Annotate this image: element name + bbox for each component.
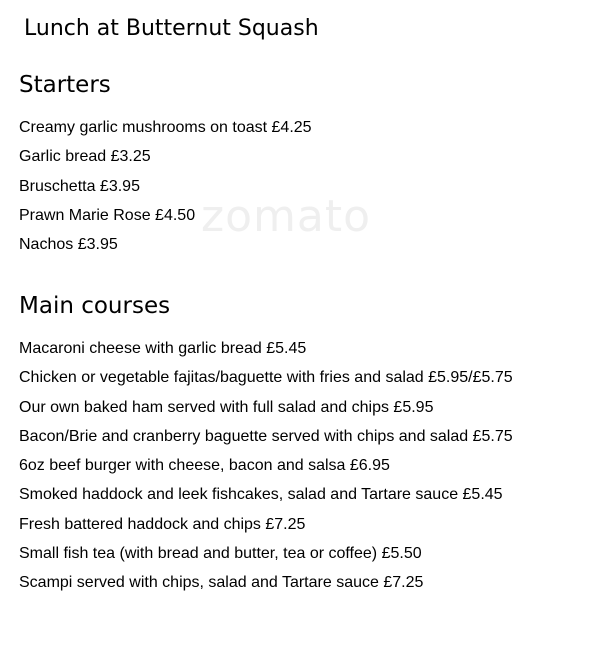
menu-item: Prawn Marie Rose £4.50	[19, 206, 196, 224]
menu-item: Small fish tea (with bread and butter, tea or coffee) £5.50	[19, 545, 422, 563]
menu-item: Chicken or vegetable fajitas/baguette with fries and salad £5.95/£5.75	[19, 369, 513, 387]
section-heading-main-courses: Main courses	[19, 293, 171, 319]
menu-item: Creamy garlic mushrooms on toast £4.25	[19, 119, 312, 136]
section-heading-starters: Starters	[19, 72, 111, 98]
starters-list	[19, 118, 312, 264]
menu-item: 6oz beef burger with cheese, bacon and salsa £6.95	[19, 457, 390, 475]
menu-item: Our own baked ham served with full salad and chips £5.95	[19, 398, 434, 416]
menu-item: Garlic bread £3.25	[19, 148, 151, 166]
menu-item: Bacon/Brie and cranberry baguette served with chips and salad £5.75	[19, 427, 513, 445]
menu-title: Lunch at Butternut Squash	[24, 16, 319, 41]
menu-item: Nachos £3.95	[19, 236, 118, 254]
menu-item: Fresh battered haddock and chips £7.25	[19, 515, 306, 533]
menu-item: Scampi served with chips, salad and Tartare sauce £7.25	[19, 574, 424, 592]
menu-item: Macaroni cheese with garlic bread £5.45	[19, 340, 307, 357]
menu-item: Bruschetta £3.95	[19, 177, 140, 195]
menu-item: Smoked haddock and leek fishcakes, salad and Tartare sauce £5.45	[19, 486, 503, 504]
main-courses-list	[19, 339, 513, 603]
zomato-watermark-logo: zomato	[201, 191, 372, 242]
